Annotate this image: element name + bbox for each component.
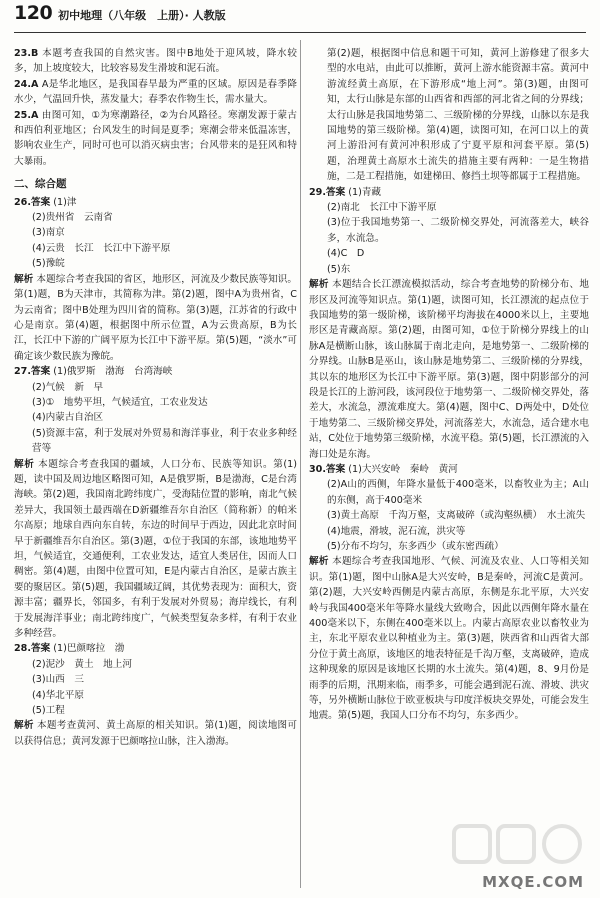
answer-heading xyxy=(14,195,297,210)
item-label: 解析 xyxy=(14,720,34,732)
item-label: 29.答案 xyxy=(309,186,346,198)
analysis-paragraph xyxy=(14,718,297,749)
watermark-text: MXQE.COM xyxy=(482,872,584,891)
right-column xyxy=(309,46,589,724)
answer-line: (2)南北 长江中下游平原 xyxy=(327,202,437,214)
answer-line: (4)云贵 长江 长江中下游平原 xyxy=(32,242,171,254)
answer-heading xyxy=(309,462,589,477)
item-label: 28.答案 xyxy=(14,643,51,655)
answer-line: (3)黄土高原 千沟万壑，支离破碎（或沟壑纵横） 水土流失 xyxy=(327,510,586,522)
question-item xyxy=(14,46,297,77)
answer-line: (3)南京 xyxy=(32,227,65,239)
column-divider xyxy=(300,40,301,888)
item-text: 本题综合考查我国的疆域，人口分布、民族等知识。第(1)题，读中国及周边地区略图可知，A是俄罗斯，B是渤海，C是台湾海峡。第(2)题，我国南北跨纬度广，受海陆位置的影响，南北气候差异大，我国领土最西端在D新疆维吾尔自治区（简称新）的帕米尔高原；地球自西向东自转，东边的时间早于西边，因此北京时间早于新疆维吾尔自治区。第(3)题，①位于我国的东部，该地地势平坦，气候适宜，交通便利，工农业发达，适宜人类居住，因而人口稠密。第(4)题，由图中位置可知，E是内蒙古自治区，是蒙古族主要的聚居区。第(5)题，我国疆域辽阔，其优势表现为：面积大，资源丰富；疆界长，邻国多，有利于发展对外贸易；海岸线长，有利于发展海洋事业；南北跨纬度广，气候类型复杂多样，有利于农业多种经营。 xyxy=(14,458,298,640)
book-title: 初中地理（八年级 上册）· 人教版 xyxy=(58,9,226,22)
answer-line: (2)贵州省 云南省 xyxy=(32,212,113,224)
answer-line: (2)气候 新 早 xyxy=(32,381,104,393)
answer-line: (3)山西 三 xyxy=(32,674,84,686)
item-label: 解析 xyxy=(14,273,34,285)
item-text: 本题结合长江漂流模拟活动，综合考查地势的阶梯分布、地形区及河流等知识点。第(1)题，读图可知，长江漂流的起点位于我国地势的第一级阶梯，该阶梯平均海拔在4000米以上，主要地形区是青藏高原。第(2)题，由图可知，①位于阶梯分界线上的山脉A是横断山脉，该山脉属于南北走向，是地势第一、二级阶梯的分界线。山脉B是巫山，该山脉是地势第二、三级阶梯的分界线，其以东的地形区为长江中下游平原。第(3)题，图中阴影部分的河段是长江的上游河段，该河段位于地势第一、二级阶梯交界处，落差大，水流急，漂流难度大。第(4)题，图中C、D两处中，D处位于地势第二、三级阶梯交界处，河流落差大，水流急，适合建水电站，C处位于地势第三级阶梯，水流平稳。第(5)题，长江漂流的入海口处是东海。 xyxy=(309,279,589,460)
item-label: 解析 xyxy=(14,458,35,470)
answer-line: 第(2)题，根据图中信息和题干可知，黄河上游修建了很多大型的水电站，由此可以推断，黄河上游水能资源丰富。黄河中游流经黄土高原，在下游形成“地上河”。第(3)题，由图可知，太行山脉是东部的山西省和西部的河北省之间的分界线；太行山脉是我国地势第二、三级阶梯的分界线，山脉以东是我国地势的第三级阶梯。第(4)题，读图可知，在河口以上的黄河上游沿河有黄河冲积形成了宁夏平原和河套平原。第(5)题，治理黄土高原水土流失的措施主要有两种：一是生物措施，二是工程措施，如建梯田、修挡土坝等都属于工程措施。 xyxy=(327,48,589,183)
item-text: 由图可知，①为寒潮路径，②为台风路径。寒潮发源于蒙古和西伯利亚地区；台风发生的时间是夏季；寒潮会带来低温冻害，影响农业生产，同时可也可以消灭病虫害；台风带来的是狂风和特大暴雨。 xyxy=(14,109,297,167)
question-item xyxy=(14,108,297,170)
answer-line: (4)内蒙古自治区 xyxy=(32,412,104,424)
analysis-paragraph xyxy=(14,272,297,364)
item-text: (1)巴颜喀拉 渤 xyxy=(53,643,125,655)
item-label: 27.答案 xyxy=(14,366,51,378)
item-text: 本题综合考查我国的省区，地形区，河流及少数民族等知识。第(1)题，B为天津市，其简称为津。第(2)题，图中A为贵州省，C为云南省；图中B处理为四川省的简称。第(3)题，江苏省的行政中心是南京。第(4)题，根据图中所示位置，A为云贵高原，B为长江，长江中下游的广阔平原为长江中下游平原。第(5)题，“淡水”可确定该少数民族为豫皖。 xyxy=(14,273,297,362)
item-text: 本题考查黄河、黄土高原的相关知识。第(1)题，阅读地图可以获得信息；黄河发源于巴颜喀拉山脉，注入渤海。 xyxy=(14,720,297,747)
answer-line: (4)C D xyxy=(327,248,365,260)
answer-line: (5)资源丰富，利于发展对外贸易和海洋事业，利于农业多种经营等 xyxy=(32,427,297,455)
analysis-paragraph xyxy=(309,277,589,462)
item-text: A是华北地区，是我国春旱最为严重的区域。原因是春季降水少，气温回升快，蒸发量大；春季农作物生长，需水量大。 xyxy=(14,78,297,106)
answer-heading xyxy=(14,364,297,379)
answer-line: (2)A山的西侧，年降水量低于400毫米，以畜牧业为主；A山的东侧，高于400毫米 xyxy=(327,479,589,506)
header-rule xyxy=(14,32,586,33)
answer-line: (5)东 xyxy=(327,263,351,275)
item-label: 26.答案 xyxy=(14,196,51,208)
item-label: 25.A xyxy=(14,109,39,121)
answer-heading xyxy=(309,185,589,200)
answer-line: (3)位于我国地势第一、二级阶梯交界处，河流落差大，峡谷多，水流急。 xyxy=(327,217,589,244)
item-text: (1)青藏 xyxy=(348,186,382,198)
page-header xyxy=(14,2,226,30)
page-number: 120 xyxy=(14,2,53,24)
answer-heading xyxy=(14,641,297,656)
answer-line: (5)豫皖 xyxy=(32,258,65,270)
answer-line: (5)分布不均匀，东多西少（或东密西疏） xyxy=(327,541,504,552)
item-text: (1)大兴安岭 秦岭 黄河 xyxy=(348,463,458,475)
item-text: (1)津 xyxy=(53,196,77,208)
item-label: 23.B xyxy=(14,48,39,59)
analysis-paragraph xyxy=(309,554,589,723)
answer-line: (4)地震，滑坡，泥石流，洪灾等 xyxy=(327,525,466,537)
question-item xyxy=(14,77,297,108)
item-label: 解析 xyxy=(309,279,329,291)
item-text: 本题综合考查我国地形、气候、河流及农业、人口等相关知识。第(1)题，图中山脉A是大兴安岭，B是秦岭，河流C是黄河。第(2)题，大兴安岭西侧是内蒙古高原，东侧是东北平原，大兴安岭与我国400毫米年等降水量线大致吻合，因此以西侧年降水量在400毫米以下，东侧在400毫米以上。内蒙古高原农业以畜牧业为主，东北平原农业以种植业为主。第(3)题，陕西省和山西省大部分位于黄土高原，该地区的地表特征是千沟万壑，支离破碎，造成这种现象的原因是该地区长期的水土流失。第(4)题，8、9月份是雨季的后期，汛期来临，雨季多，可能会遇到泥石流、滑坡、洪灾等，另外横断山脉位于欧亚板块与印度洋板块交界处，可能会发生地震。第(5)题，我国人口分布不均匀，东多西少。 xyxy=(309,556,589,722)
item-text: (1)俄罗斯 渤海 台湾海峡 xyxy=(53,366,173,378)
item-label: 解析 xyxy=(309,556,329,568)
analysis-paragraph xyxy=(14,457,297,642)
left-column xyxy=(14,46,297,749)
answer-line: (2)泥沙 黄土 地上河 xyxy=(32,658,132,670)
answer-line: (4)华北平原 xyxy=(32,689,84,701)
item-label: 30.答案 xyxy=(309,463,346,475)
item-label: 24.A xyxy=(14,78,39,90)
section-heading: 二、综合题 xyxy=(14,178,67,191)
item-text: 本题考查我国的自然灾害。图中B地处于迎风坡，降水较多，加上坡度较大，比较容易发生滑坡和泥石流。 xyxy=(14,48,297,75)
answer-line: (5)工程 xyxy=(32,705,65,717)
answer-line: (3)① 地势平坦，气候适宜，工农业发达 xyxy=(32,396,208,408)
